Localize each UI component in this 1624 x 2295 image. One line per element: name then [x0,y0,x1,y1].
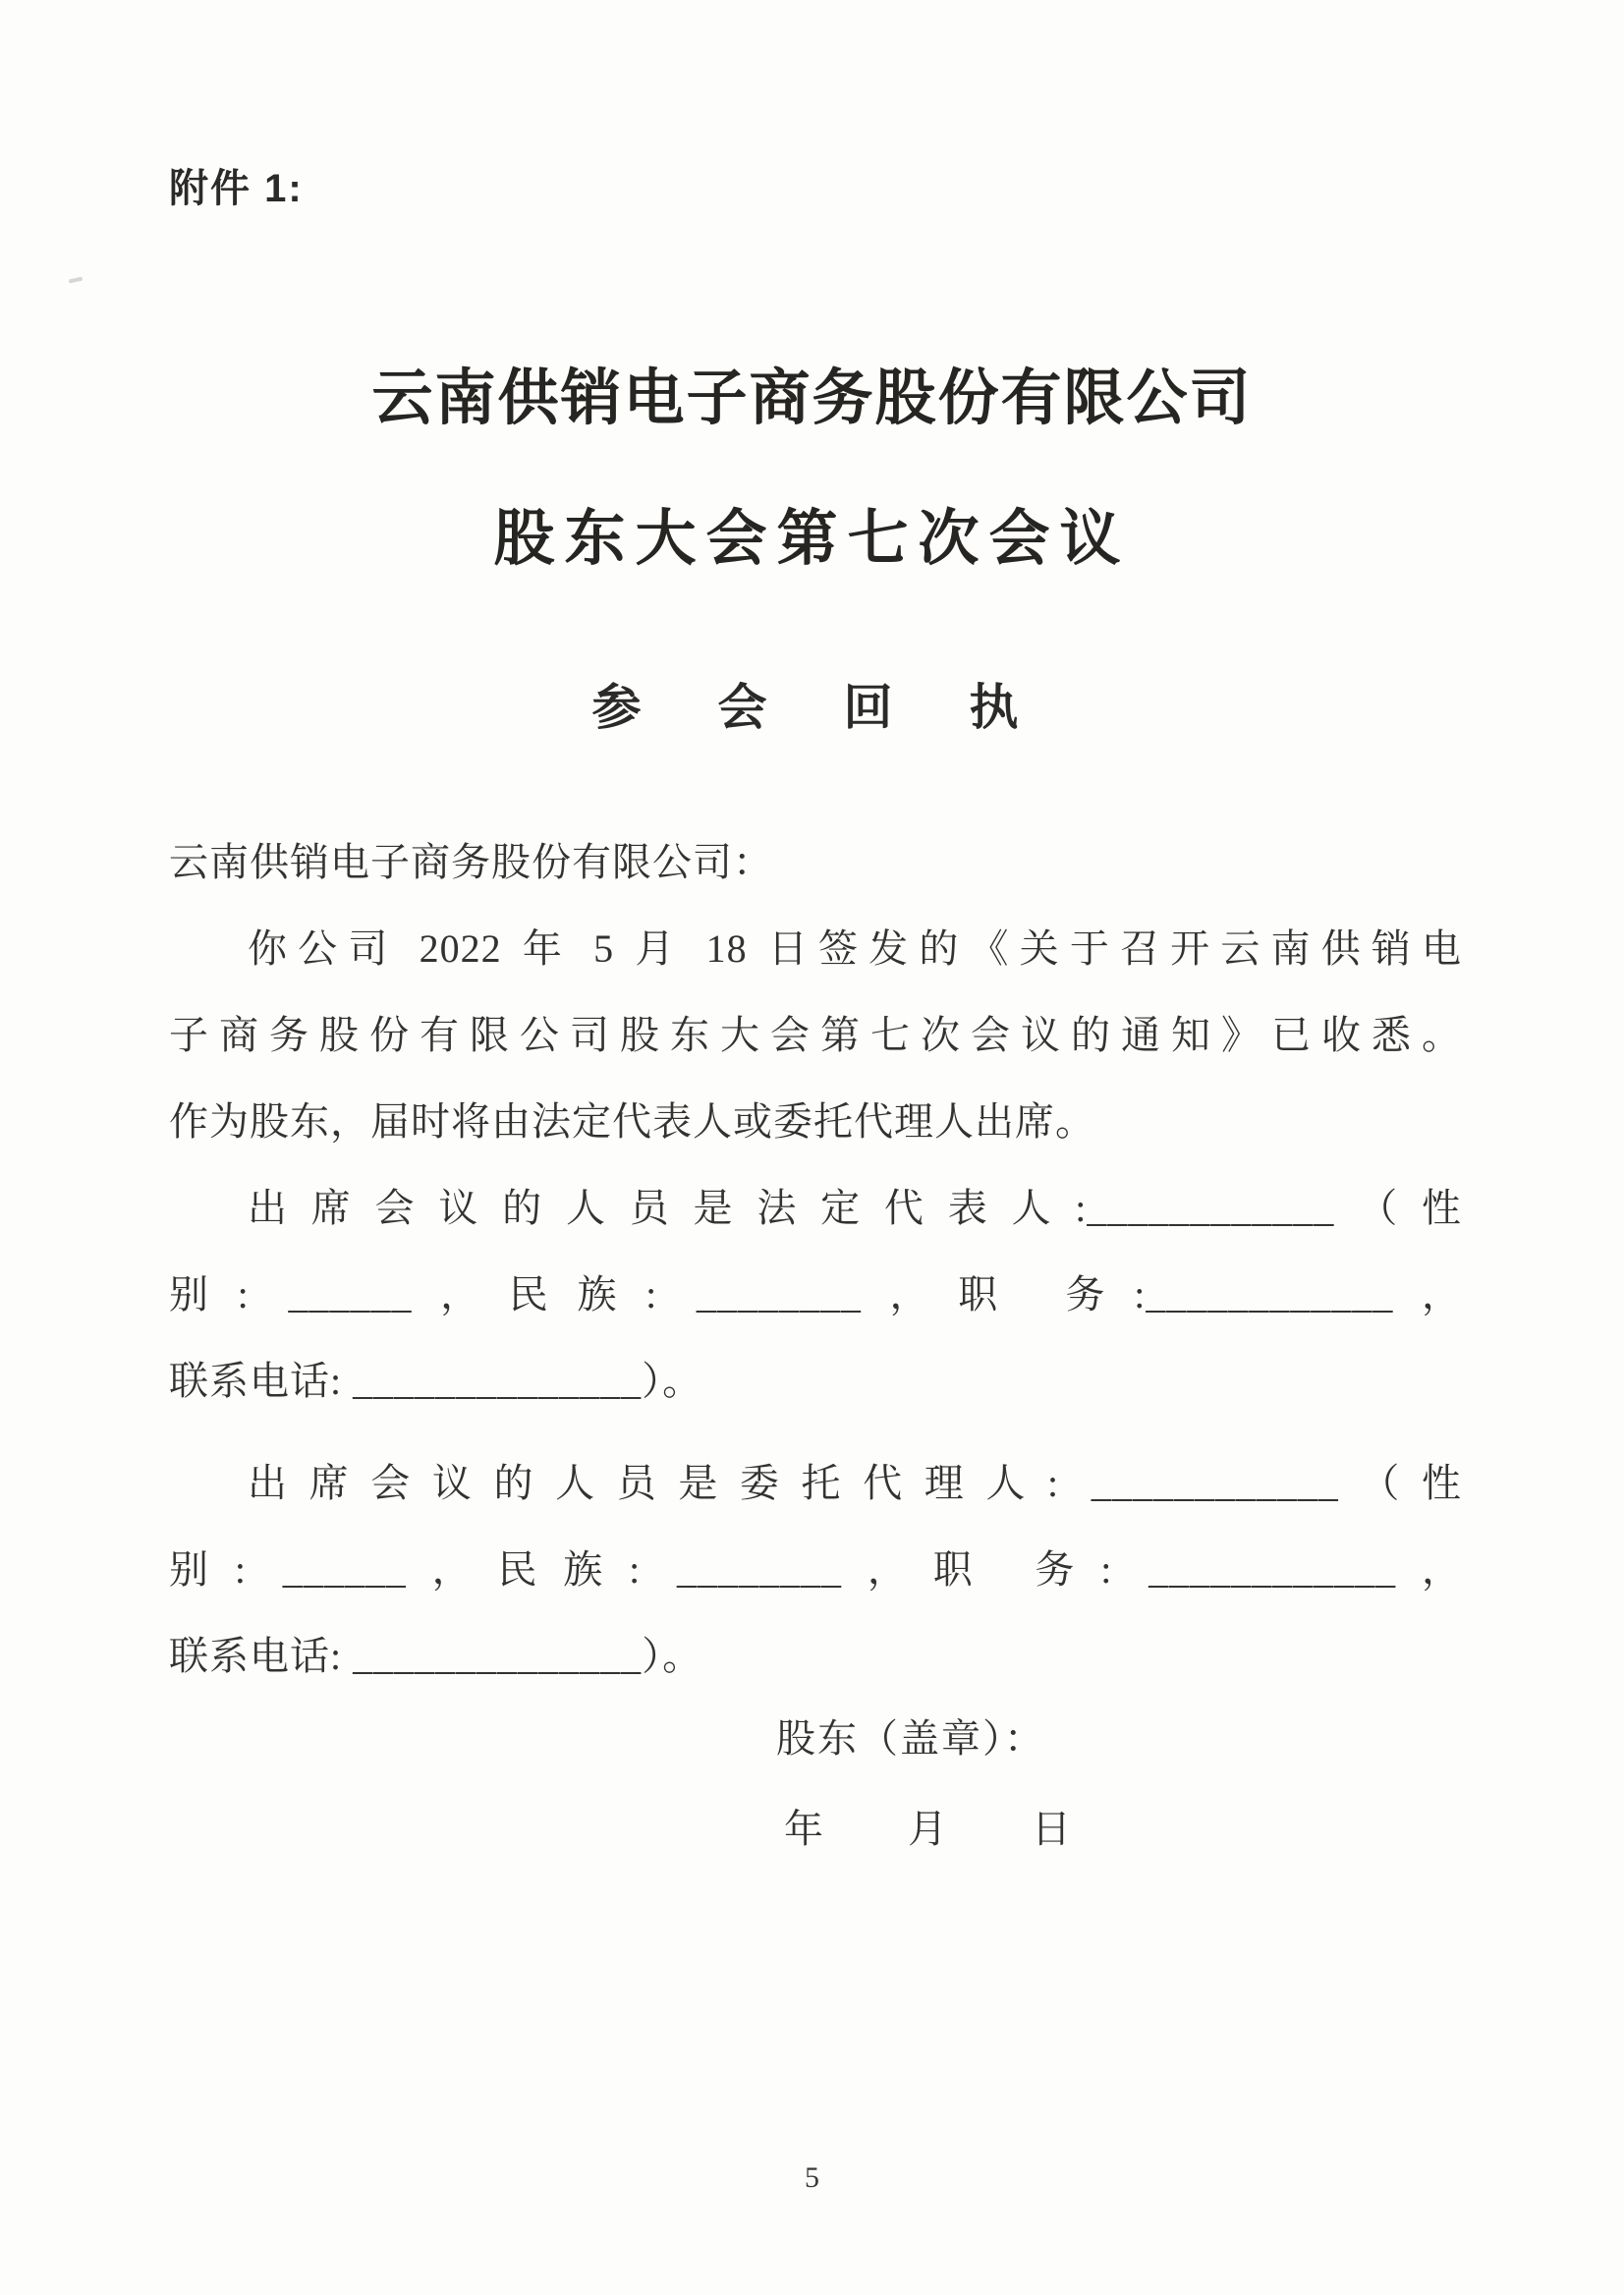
document-title-line1: 云南供销电子商务股份有限公司 [371,364,1253,432]
attachment-label: 附件 1: [169,167,304,210]
body-line-notice-3: 作为股东，届时将由法定代表人或委托代理人出席。 [169,1099,1095,1144]
scan-artifact [69,277,84,284]
page-number: 5 [805,2161,819,2194]
document-title-line2: 股东大会第七次会议 [493,505,1131,573]
body-line-notice-1: 你公司 2022 年 5 月 18 日签发的《关于召开云南供销电 [248,926,1462,971]
body-line-proxy: 出席会议的人员是委托代理人: ____________（性 [248,1461,1462,1505]
body-line-legal-rep: 出席会议的人员是法定代表人:____________（性 [248,1186,1462,1230]
date-line: 年 月 日 [784,1807,1073,1851]
body-text-block [169,819,1462,1700]
body-line-legal-rep-phone: 联系电话: ______________）。 [169,1359,703,1403]
shareholder-seal-label: 股东（盖章）： [776,1716,1045,1761]
salutation: 云南供销电子商务股份有限公司： [169,840,773,884]
body-line-proxy-phone: 联系电话: ______________）。 [169,1634,703,1678]
body-line-notice-2: 子商务股份有限公司股东大会第七次会议的通知》已收悉。 [169,1013,1462,1057]
body-line-legal-rep-fields: 别: ______，民族: ________，职 务:____________， [169,1272,1462,1316]
body-line-proxy-fields: 别: ______，民族: ________，职 务: ____________， [169,1547,1462,1592]
section-title-reply-slip: 参 会 回 执 [591,680,1033,735]
